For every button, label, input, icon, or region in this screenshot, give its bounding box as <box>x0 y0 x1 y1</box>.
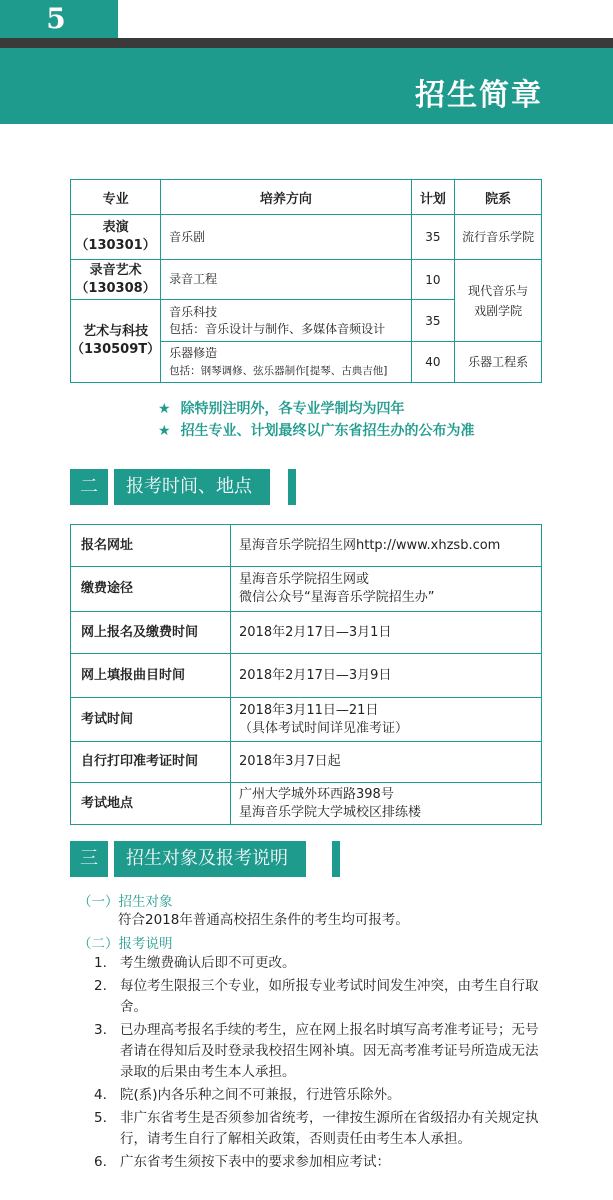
section-number: 三 <box>70 841 108 877</box>
subheading-2: （二）报考说明 <box>78 936 173 952</box>
table-header-cell: 院系 <box>455 180 542 215</box>
table-header-cell: 专业 <box>71 180 161 215</box>
table-row <box>71 742 542 783</box>
star-icon: ★ <box>158 401 171 417</box>
table-header-cell: 计划 <box>411 180 455 215</box>
major-name: 表演 <box>102 220 129 235</box>
table-row <box>71 260 542 300</box>
schedule-table <box>70 524 542 825</box>
row-key: 网上报名及缴费时间 <box>71 612 231 654</box>
row-value: 2018年2月17日—3月1日 <box>231 612 542 654</box>
dept-line: 戏剧学院 <box>474 303 523 318</box>
direction-name: 乐器修造 <box>169 345 218 360</box>
header-divider <box>0 38 613 48</box>
direction-detail: 包括：音乐设计与制作、多媒体音频设计 <box>169 321 386 336</box>
section-bar <box>332 841 340 877</box>
row-value: 广州大学城外环西路398号 星海音乐学院大学城校区排练楼 <box>231 783 542 825</box>
major-name: 艺术与科技 <box>83 324 149 339</box>
table-row <box>71 698 542 742</box>
plan-cell: 40 <box>411 342 455 383</box>
row-value: 星海音乐学院招生网或 微信公众号“星海音乐学院招生办” <box>231 567 542 612</box>
section-heading-3 <box>70 841 350 877</box>
major-code: （130308） <box>75 280 156 296</box>
table-row <box>71 654 542 698</box>
dept-cell: 流行音乐学院 <box>455 215 542 260</box>
star-icon: ★ <box>158 423 171 439</box>
section-title: 报考时间、地点 <box>114 469 270 505</box>
major-code: （130509T） <box>71 342 161 357</box>
list-item: 6. 广东省考生须按下表中的要求参加相应考试： <box>94 1154 390 1170</box>
table-row <box>71 525 542 567</box>
row-value: 星海音乐学院招生网http://www.xhzsb.com <box>231 525 542 567</box>
row-key: 报名网址 <box>71 525 231 567</box>
note-line: ★ 除特别注明外，各专业学制均为四年 <box>158 401 405 417</box>
table-header-cell: 培养方向 <box>161 180 411 215</box>
row-key: 网上填报曲目时间 <box>71 654 231 698</box>
notes <box>158 398 475 442</box>
table-row <box>71 783 542 825</box>
direction-detail: 包括：钢琴调修、弦乐器制作[提琴、古典吉他] <box>169 364 388 377</box>
page-number: 5 <box>46 2 66 35</box>
table-row <box>71 567 542 612</box>
table-header-row <box>71 180 542 215</box>
row-key: 缴费途径 <box>71 567 231 612</box>
section-title: 招生对象及报考说明 <box>114 841 306 877</box>
table-row <box>71 612 542 654</box>
page-number-box <box>0 0 118 38</box>
list-item: 4. 院(系)内各乐种之间不可兼报，行进管乐除外。 <box>94 1087 401 1103</box>
section-heading-2 <box>70 469 300 505</box>
dept-cell: 乐器工程系 <box>455 342 542 383</box>
note-line: ★ 招生专业、计划最终以广东省招生办的公布为准 <box>158 423 475 439</box>
instructions-list <box>94 953 544 1175</box>
direction-cell: 录音工程 <box>161 260 411 300</box>
major-cell <box>71 300 161 383</box>
row-key: 考试地点 <box>71 783 231 825</box>
direction-cell: 音乐剧 <box>161 215 411 260</box>
direction-cell <box>161 342 411 383</box>
major-name: 录音艺术 <box>89 262 142 278</box>
row-key: 自行打印准考证时间 <box>71 742 231 783</box>
list-item: 5. 非广东省考生是否须参加省统考，一律按生源所在省级招办有关规定执行，请考生自行了解相关政策，否则责任由考生本人承担。 <box>94 1110 539 1147</box>
paragraph: 符合2018年普通高校招生条件的考生均可报考。 <box>118 912 409 928</box>
dept-cell <box>455 260 542 342</box>
section-number: 二 <box>70 469 108 505</box>
row-value: 2018年2月17日—3月9日 <box>231 654 542 698</box>
direction-cell <box>161 300 411 342</box>
table-row <box>71 215 542 260</box>
list-item: 1. 考生缴费确认后即不可更改。 <box>94 955 296 971</box>
row-value: 2018年3月11日—21日 （具体考试时间详见准考证） <box>231 698 542 742</box>
row-key: 考试时间 <box>71 698 231 742</box>
plan-cell: 35 <box>411 300 455 342</box>
major-cell <box>71 260 161 300</box>
direction-name: 音乐科技 <box>169 304 218 319</box>
page-title: 招生简章 <box>415 78 543 113</box>
major-code: （130301） <box>75 238 156 253</box>
major-cell <box>71 215 161 260</box>
row-value: 2018年3月7日起 <box>231 742 542 783</box>
list-item: 2. 每位考生限报三个专业，如所报专业考试时间发生冲突，由考生自行取舍。 <box>94 978 539 1015</box>
subheading-1: （一）招生对象 <box>78 894 173 910</box>
majors-table <box>70 179 542 383</box>
list-item: 3. 已办理高考报名手续的考生，应在网上报名时填写高考准考证号；无号者请在得知后及时登录我校招生网补填。因无高考准考证号所造成无法录取的后果由考生本人承担。 <box>94 1022 539 1080</box>
plan-cell: 10 <box>411 260 455 300</box>
plan-cell: 35 <box>411 215 455 260</box>
dept-line: 现代音乐与 <box>468 283 529 298</box>
section-bar <box>288 469 296 505</box>
